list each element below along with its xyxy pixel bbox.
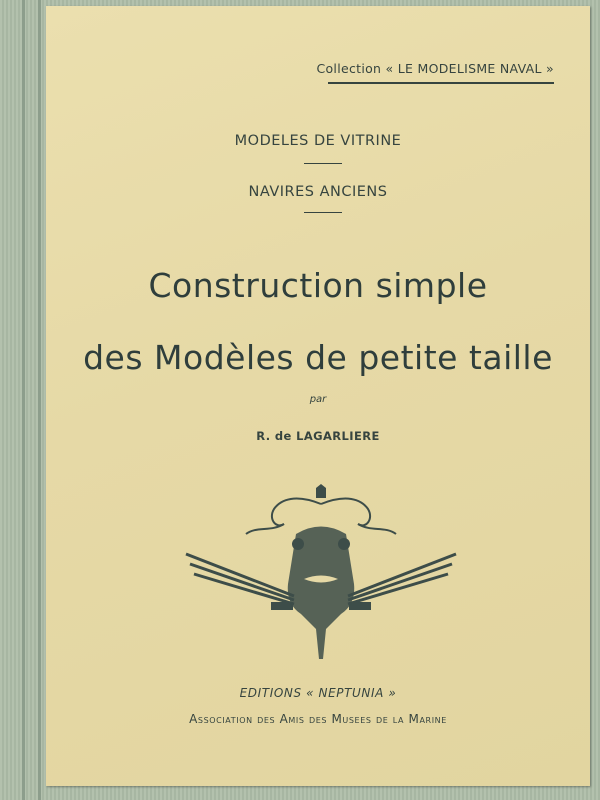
collection-underline <box>328 82 554 84</box>
by-label: par <box>309 394 327 405</box>
title-line-2: des Modèles de petite taille <box>83 338 553 377</box>
ship-prow-emblem-icon <box>176 484 466 664</box>
association-name: Association des Amis des Musees de la Marine <box>189 712 447 726</box>
spine-groove <box>38 0 41 800</box>
title-line-1: Construction simple <box>148 266 488 305</box>
book-cover-page <box>46 6 590 786</box>
author-name: R. de LAGARLIERE <box>256 429 380 443</box>
series-line-1: MODELES DE VITRINE <box>234 133 402 149</box>
divider <box>304 163 342 164</box>
collection-label: Collection « LE MODELISME NAVAL » <box>316 61 554 76</box>
divider <box>304 212 342 213</box>
publisher-name: EDITIONS « NEPTUNIA » <box>239 686 397 700</box>
series-line-2: NAVIRES ANCIENS <box>248 184 388 200</box>
spine-groove <box>22 0 25 800</box>
